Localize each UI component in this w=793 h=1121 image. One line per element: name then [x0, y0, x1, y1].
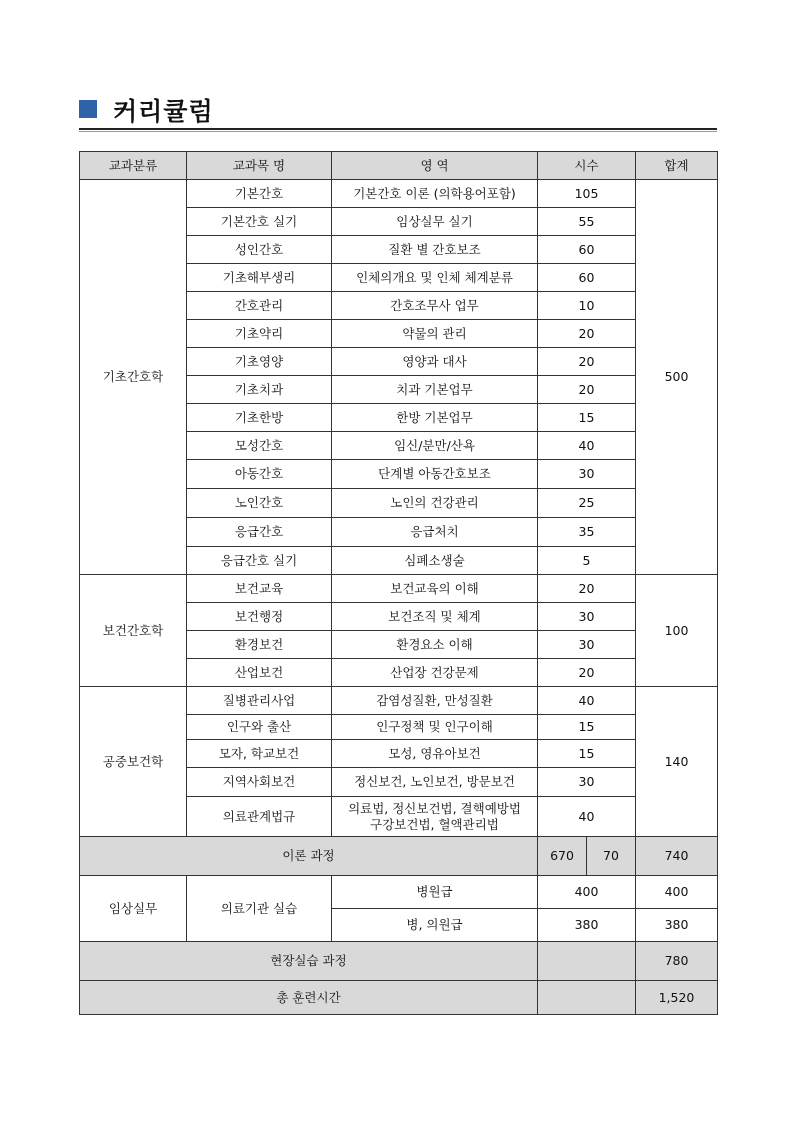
theory-total: 740 [636, 837, 718, 876]
subject-cell: 기초치과 [187, 376, 332, 404]
theory-hours-b: 70 [587, 837, 636, 876]
hours-cell: 105 [538, 180, 636, 208]
subject-cell: 간호관리 [187, 292, 332, 320]
hours-cell: 20 [538, 659, 636, 687]
subject-cell: 환경보건 [187, 631, 332, 659]
subject-cell: 보건행정 [187, 603, 332, 631]
practice-summary-row [80, 942, 718, 981]
area-cell: 인구정책 및 인구이해 [332, 715, 538, 740]
area-cell: 응급처치 [332, 518, 538, 547]
grand-total-value: 1,520 [636, 981, 718, 1015]
subject-cell: 기초한방 [187, 404, 332, 432]
hours-cell: 20 [538, 348, 636, 376]
grand-total-row [80, 981, 718, 1015]
area-cell: 임상실무 실기 [332, 208, 538, 236]
area-line: 의료법, 정신보건법, 결핵예방법 [348, 800, 521, 816]
section-heading [79, 92, 717, 132]
area-cell: 병, 의원급 [332, 909, 538, 942]
category-cell: 공중보건학 [80, 687, 187, 837]
subject-cell: 기본간호 실기 [187, 208, 332, 236]
area-cell: 산업장 건강문제 [332, 659, 538, 687]
area-cell: 질환 별 간호보조 [332, 236, 538, 264]
category-cell: 기초간호학 [80, 180, 187, 575]
area-cell: 한방 기본업무 [332, 404, 538, 432]
table-row [80, 575, 718, 603]
theory-hours-a: 670 [538, 837, 587, 876]
subject-cell: 아동간호 [187, 460, 332, 489]
hours-cell: 15 [538, 740, 636, 768]
area-line: 구강보건법, 혈액관리법 [370, 816, 499, 832]
table-row [80, 876, 718, 909]
area-cell: 정신보건, 노인보건, 방문보건 [332, 768, 538, 797]
category-cell: 보건간호학 [80, 575, 187, 687]
area-cell: 간호조무사 업무 [332, 292, 538, 320]
hours-cell: 20 [538, 376, 636, 404]
practice-total: 780 [636, 942, 718, 981]
header-area: 영 역 [332, 152, 538, 180]
practice-label: 현장실습 과정 [80, 942, 538, 981]
area-cell: 보건조직 및 체계 [332, 603, 538, 631]
hours-cell: 55 [538, 208, 636, 236]
area-cell: 치과 기본업무 [332, 376, 538, 404]
subject-cell: 성인간호 [187, 236, 332, 264]
hours-cell: 40 [538, 687, 636, 715]
area-cell: 병원급 [332, 876, 538, 909]
theory-summary-row [80, 837, 718, 876]
subject-cell: 의료관계법규 [187, 797, 332, 837]
hours-cell: 20 [538, 575, 636, 603]
hours-cell: 60 [538, 236, 636, 264]
hours-cell: 60 [538, 264, 636, 292]
header-total: 합계 [636, 152, 718, 180]
hours-cell: 40 [538, 432, 636, 460]
table-row [80, 687, 718, 715]
subject-cell: 질병관리사업 [187, 687, 332, 715]
header-category: 교과분류 [80, 152, 187, 180]
group-total-cell: 140 [636, 687, 718, 837]
area-cell: 영양과 대사 [332, 348, 538, 376]
area-cell: 심폐소생술 [332, 547, 538, 575]
hours-cell: 40 [538, 797, 636, 837]
table-header-row [80, 152, 718, 180]
curriculum-table [79, 151, 718, 1015]
hours-cell: 25 [538, 489, 636, 518]
hours-cell: 10 [538, 292, 636, 320]
subject-cell: 모자, 학교보건 [187, 740, 332, 768]
hours-cell: 35 [538, 518, 636, 547]
area-cell: 기본간호 이론 (의학용어포함) [332, 180, 538, 208]
hours-cell: 15 [538, 404, 636, 432]
area-cell: 노인의 건강관리 [332, 489, 538, 518]
subject-cell: 모성간호 [187, 432, 332, 460]
header-subject: 교과목 명 [187, 152, 332, 180]
hours-cell: 30 [538, 631, 636, 659]
area-cell [332, 797, 538, 837]
grand-total-label: 총 훈련시간 [80, 981, 538, 1015]
hours-cell: 20 [538, 320, 636, 348]
area-cell: 모성, 영유아보건 [332, 740, 538, 768]
group-total-cell: 400 [636, 876, 718, 909]
square-bullet-icon [79, 100, 97, 118]
hours-cell: 400 [538, 876, 636, 909]
area-cell: 약물의 관리 [332, 320, 538, 348]
group-total-cell: 380 [636, 909, 718, 942]
subject-cell: 의료기관 실습 [187, 876, 332, 942]
header-hours: 시수 [538, 152, 636, 180]
area-cell: 보건교육의 이해 [332, 575, 538, 603]
title-divider-thin [79, 131, 717, 132]
subject-cell: 응급간호 실기 [187, 547, 332, 575]
table-row [80, 180, 718, 208]
subject-cell: 지역사회보건 [187, 768, 332, 797]
category-cell: 임상실무 [80, 876, 187, 942]
title-divider [79, 128, 717, 130]
subject-cell: 노인간호 [187, 489, 332, 518]
practice-hours-empty [538, 942, 636, 981]
subject-cell: 기초해부생리 [187, 264, 332, 292]
area-cell: 임신/분만/산욕 [332, 432, 538, 460]
area-cell: 환경요소 이해 [332, 631, 538, 659]
hours-cell: 15 [538, 715, 636, 740]
subject-cell: 기초영양 [187, 348, 332, 376]
hours-cell: 30 [538, 460, 636, 489]
hours-cell: 5 [538, 547, 636, 575]
hours-cell: 30 [538, 768, 636, 797]
subject-cell: 기본간호 [187, 180, 332, 208]
page-title: 커리큘럼 [113, 97, 214, 126]
area-cell: 단계별 아동간호보조 [332, 460, 538, 489]
subject-cell: 산업보건 [187, 659, 332, 687]
subject-cell: 기초약리 [187, 320, 332, 348]
area-cell: 인체의개요 및 인체 체계분류 [332, 264, 538, 292]
area-cell: 감염성질환, 만성질환 [332, 687, 538, 715]
subject-cell: 응급간호 [187, 518, 332, 547]
group-total-cell: 100 [636, 575, 718, 687]
theory-label: 이론 과정 [80, 837, 538, 876]
hours-cell: 30 [538, 603, 636, 631]
subject-cell: 인구와 출산 [187, 715, 332, 740]
hours-cell: 380 [538, 909, 636, 942]
grand-total-hours-empty [538, 981, 636, 1015]
subject-cell: 보건교육 [187, 575, 332, 603]
group-total-cell: 500 [636, 180, 718, 575]
